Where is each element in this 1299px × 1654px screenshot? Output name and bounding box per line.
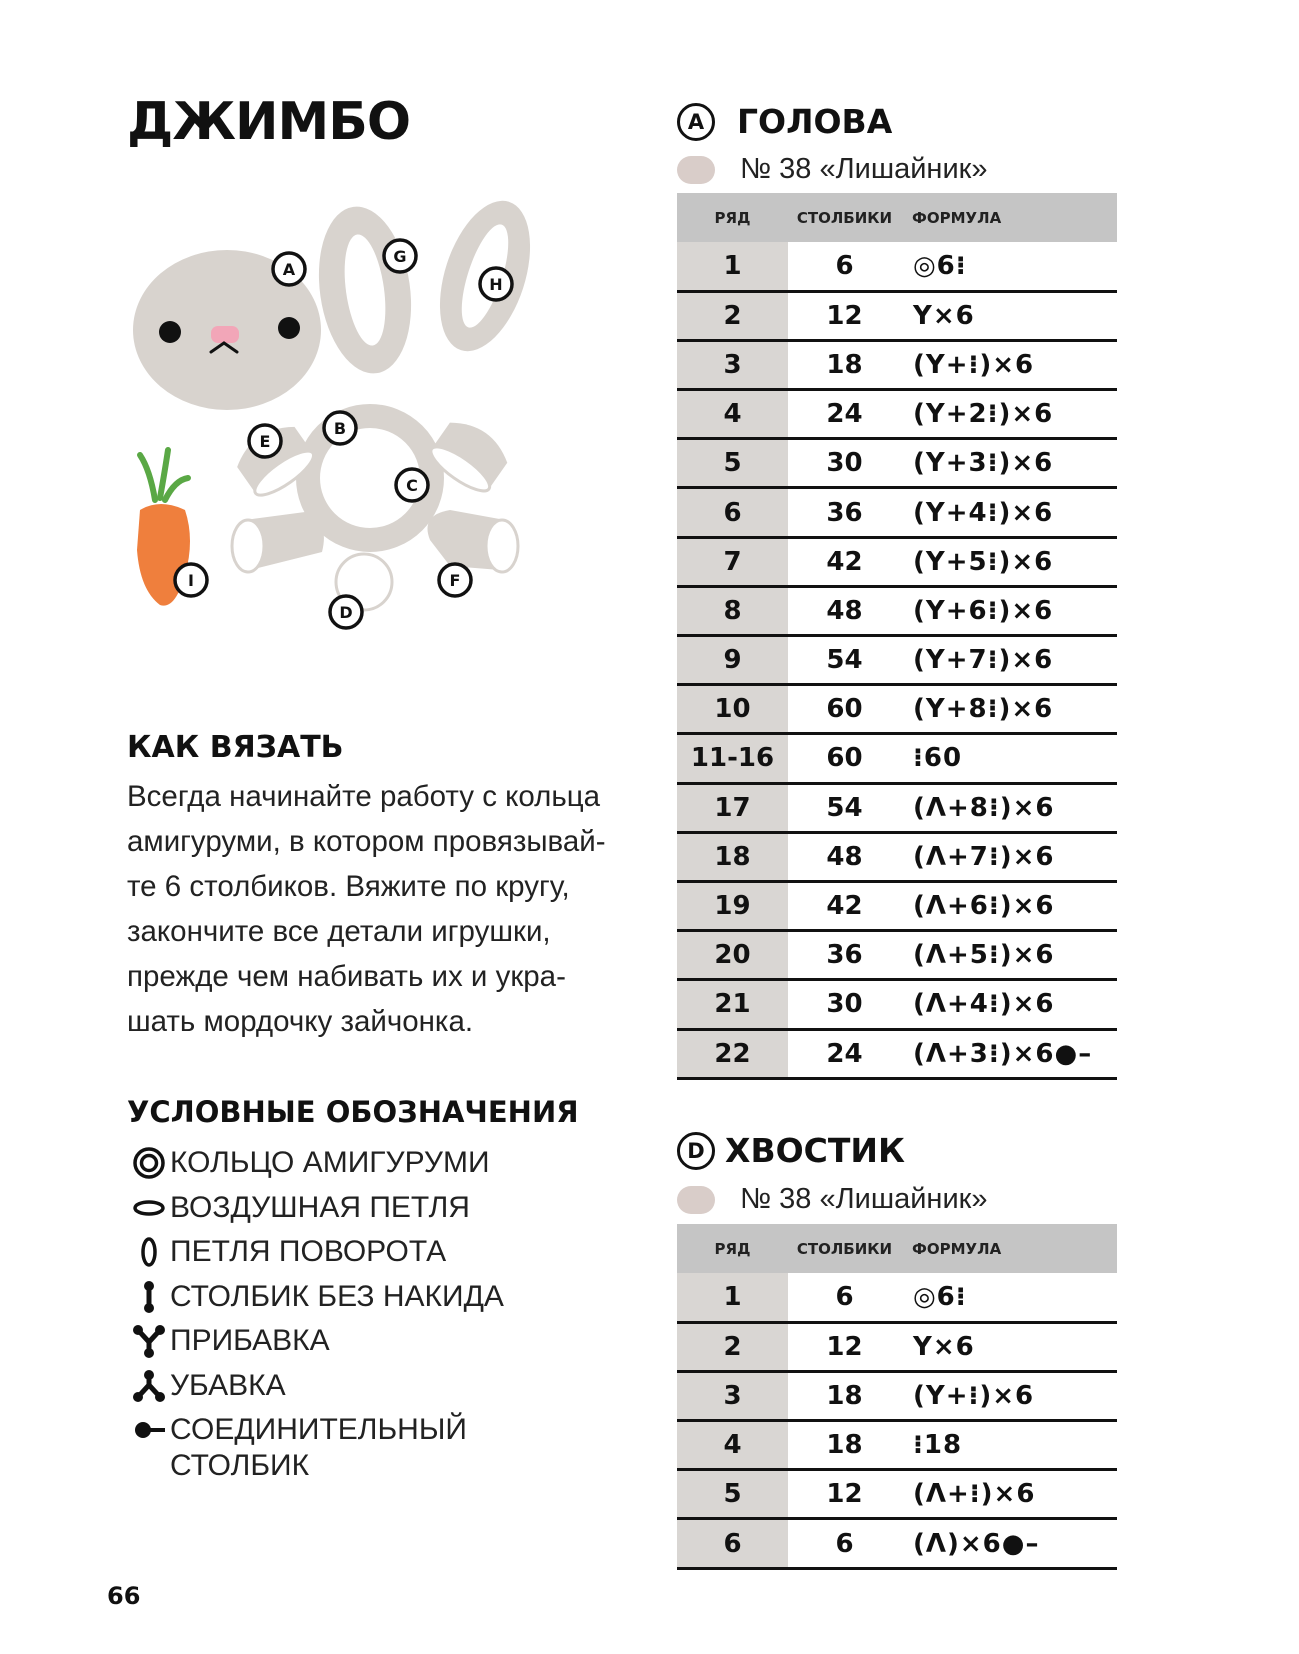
label-c xyxy=(396,469,428,501)
yarn-swatch xyxy=(677,156,715,184)
formula-cell: ◎6⁝ xyxy=(901,1273,1117,1322)
table-row xyxy=(677,1371,1117,1420)
tail-table-body xyxy=(677,1273,1117,1568)
legend-item: ПРИБАВКА xyxy=(127,1323,504,1368)
svg-text:I: I xyxy=(188,571,194,590)
row-number-cell: 10 xyxy=(677,685,788,734)
svg-text:F: F xyxy=(449,571,461,590)
row-number-cell: 2 xyxy=(677,291,788,340)
row-number-cell: 4 xyxy=(677,1421,788,1470)
stitch-count-cell: 6 xyxy=(788,1519,901,1568)
chain-stitch-icon xyxy=(127,1190,170,1226)
head-yarn: № 38 «Лишайник» xyxy=(677,153,987,186)
svg-text:D: D xyxy=(339,603,353,622)
row-number-cell: 19 xyxy=(677,881,788,930)
stitch-count-cell: 12 xyxy=(788,1322,901,1371)
leg-left-piece xyxy=(232,512,324,572)
legend-list xyxy=(127,1145,504,1482)
label-e xyxy=(249,425,281,457)
formula-cell: (Λ+4⁝)×6 xyxy=(901,980,1117,1029)
label-d xyxy=(330,596,362,628)
stitch-count-cell: 48 xyxy=(788,832,901,881)
legend-item: СОЕДИНИТЕЛЬНЫЙ СТОЛБИК xyxy=(127,1412,504,1457)
formula-cell: (Y+8⁝)×6 xyxy=(901,685,1117,734)
row-number-cell: 1 xyxy=(677,1273,788,1322)
table-row xyxy=(677,636,1117,685)
slip-stitch-icon xyxy=(127,1412,170,1448)
column-header-formula: ФОРМУЛА xyxy=(901,193,1117,242)
table-row xyxy=(677,1421,1117,1470)
stitch-count-cell: 36 xyxy=(788,931,901,980)
increase-icon xyxy=(127,1323,170,1359)
stitch-count-cell: 6 xyxy=(788,242,901,291)
row-number-cell: 5 xyxy=(677,439,788,488)
table-row xyxy=(677,931,1117,980)
column-header-stitches: СТОЛБИКИ xyxy=(788,193,901,242)
table-row xyxy=(677,439,1117,488)
row-number-cell: 6 xyxy=(677,488,788,537)
stitch-count-cell: 18 xyxy=(788,1421,901,1470)
stitch-count-cell: 6 xyxy=(788,1273,901,1322)
svg-text:H: H xyxy=(489,275,503,294)
bunny-parts-illustration xyxy=(0,0,560,660)
formula-cell: (Y+⁝)×6 xyxy=(901,340,1117,389)
row-number-cell: 17 xyxy=(677,783,788,832)
table-row xyxy=(677,783,1117,832)
row-number-cell: 2 xyxy=(677,1322,788,1371)
label-i xyxy=(175,564,207,596)
head-table-body xyxy=(677,242,1117,1078)
stitch-count-cell: 30 xyxy=(788,439,901,488)
table-row xyxy=(677,685,1117,734)
legend-item: УБАВКА xyxy=(127,1368,504,1413)
stitch-count-cell: 60 xyxy=(788,734,901,783)
label-b xyxy=(324,412,356,444)
column-header-stitches: СТОЛБИКИ xyxy=(788,1224,901,1273)
table-row xyxy=(677,586,1117,635)
svg-text:C: C xyxy=(406,476,418,495)
row-number-cell: 4 xyxy=(677,390,788,439)
formula-cell: Y×6 xyxy=(901,291,1117,340)
row-number-cell: 7 xyxy=(677,537,788,586)
legend-title: УСЛОВНЫЕ ОБОЗНАЧЕНИЯ xyxy=(127,1095,579,1129)
table-row xyxy=(677,881,1117,930)
table-row xyxy=(677,291,1117,340)
stitch-count-cell: 18 xyxy=(788,1371,901,1420)
tail-yarn: № 38 «Лишайник» xyxy=(677,1183,987,1216)
formula-cell: (Λ+8⁝)×6 xyxy=(901,783,1117,832)
row-number-cell: 5 xyxy=(677,1470,788,1519)
svg-text:E: E xyxy=(259,432,271,451)
table-row xyxy=(677,980,1117,1029)
table-row xyxy=(677,537,1117,586)
stitch-count-cell: 54 xyxy=(788,783,901,832)
row-number-cell: 6 xyxy=(677,1519,788,1568)
turning-chain-icon xyxy=(127,1234,170,1270)
page-title: ДЖИМБО xyxy=(127,92,411,152)
legend-item: ПЕТЛЯ ПОВОРОТА xyxy=(127,1234,504,1279)
formula-cell: Y×6 xyxy=(901,1322,1117,1371)
formula-cell: (Y+3⁝)×6 xyxy=(901,439,1117,488)
stitch-count-cell: 12 xyxy=(788,1470,901,1519)
table-row xyxy=(677,1273,1117,1322)
row-number-cell: 3 xyxy=(677,340,788,389)
formula-cell: (Y+2⁝)×6 xyxy=(901,390,1117,439)
svg-text:A: A xyxy=(282,260,296,279)
stitch-count-cell: 30 xyxy=(788,980,901,1029)
row-number-cell: 22 xyxy=(677,1029,788,1078)
row-number-cell: 9 xyxy=(677,636,788,685)
formula-cell: (Y+⁝)×6 xyxy=(901,1371,1117,1420)
row-number-cell: 21 xyxy=(677,980,788,1029)
section-letter-badge: D xyxy=(677,1132,715,1170)
leg-right-piece xyxy=(428,510,519,572)
row-number-cell: 3 xyxy=(677,1371,788,1420)
formula-cell: (Λ)×6●– xyxy=(901,1519,1117,1568)
decrease-icon xyxy=(127,1368,170,1404)
stitch-count-cell: 54 xyxy=(788,636,901,685)
table-row xyxy=(677,1470,1117,1519)
section-letter-badge: A xyxy=(677,103,715,141)
formula-cell: (Y+6⁝)×6 xyxy=(901,586,1117,635)
page-number: 66 xyxy=(107,1582,141,1610)
table-row xyxy=(677,734,1117,783)
head-pattern-table xyxy=(677,193,1117,1080)
row-number-cell: 1 xyxy=(677,242,788,291)
svg-text:G: G xyxy=(393,247,407,266)
formula-cell: (Λ+6⁝)×6 xyxy=(901,881,1117,930)
formula-cell: ⁝60 xyxy=(901,734,1117,783)
legend-item: КОЛЬЦО АМИГУРУМИ xyxy=(127,1145,504,1190)
table-row xyxy=(677,1029,1117,1078)
formula-cell: (Y+5⁝)×6 xyxy=(901,537,1117,586)
label-f xyxy=(439,564,471,596)
svg-text:B: B xyxy=(333,419,347,438)
label-h xyxy=(480,268,512,300)
table-row xyxy=(677,488,1117,537)
formula-cell: (Λ+3⁝)×6●– xyxy=(901,1029,1117,1078)
column-header-formula: ФОРМУЛА xyxy=(901,1224,1117,1273)
ear-left-piece xyxy=(309,201,422,380)
stitch-count-cell: 18 xyxy=(788,340,901,389)
legend-item: ВОЗДУШНАЯ ПЕТЛЯ xyxy=(127,1190,504,1235)
legend-item: СТОЛБИК БЕЗ НАКИДА xyxy=(127,1279,504,1324)
howto-text: Всегда начинайте работу с кольца амигуруми, в котором провязывай- те 6 столбиков. Вяжите по кругу, закончите все детали игрушки, прежде чем набивать их и укра- шать мордочку зайчонка. xyxy=(127,780,606,1038)
table-row xyxy=(677,1519,1117,1568)
table-row xyxy=(677,1322,1117,1371)
stitch-count-cell: 60 xyxy=(788,685,901,734)
table-row xyxy=(677,242,1117,291)
yarn-swatch xyxy=(677,1186,715,1214)
formula-cell: (Λ+⁝)×6 xyxy=(901,1470,1117,1519)
magic-ring-icon xyxy=(127,1145,170,1181)
section-tail-title: D ХВОСТИК xyxy=(677,1131,905,1170)
howto-title: КАК ВЯЗАТЬ xyxy=(127,730,344,765)
formula-cell: (Y+4⁝)×6 xyxy=(901,488,1117,537)
right-eye xyxy=(278,317,300,339)
nose xyxy=(211,326,239,343)
table-row xyxy=(677,832,1117,881)
formula-cell: (Y+7⁝)×6 xyxy=(901,636,1117,685)
formula-cell: ◎6⁝ xyxy=(901,242,1117,291)
stitch-count-cell: 48 xyxy=(788,586,901,635)
formula-cell: (Λ+7⁝)×6 xyxy=(901,832,1117,881)
left-eye xyxy=(159,321,181,343)
stitch-count-cell: 36 xyxy=(788,488,901,537)
table-row xyxy=(677,390,1117,439)
stitch-count-cell: 42 xyxy=(788,881,901,930)
single-crochet-icon xyxy=(127,1279,170,1315)
column-header-row: РЯД xyxy=(677,193,788,242)
label-g xyxy=(384,240,416,272)
column-header-row: РЯД xyxy=(677,1224,788,1273)
stitch-count-cell: 24 xyxy=(788,390,901,439)
stitch-count-cell: 24 xyxy=(788,1029,901,1078)
label-a xyxy=(273,253,305,285)
row-number-cell: 8 xyxy=(677,586,788,635)
row-number-cell: 11-16 xyxy=(677,734,788,783)
tail-pattern-table xyxy=(677,1224,1117,1570)
formula-cell: (Λ+5⁝)×6 xyxy=(901,931,1117,980)
row-number-cell: 20 xyxy=(677,931,788,980)
row-number-cell: 18 xyxy=(677,832,788,881)
stitch-count-cell: 42 xyxy=(788,537,901,586)
table-row xyxy=(677,340,1117,389)
stitch-count-cell: 12 xyxy=(788,291,901,340)
formula-cell: ⁝18 xyxy=(901,1421,1117,1470)
section-head-title: A ГОЛОВА xyxy=(677,102,892,141)
